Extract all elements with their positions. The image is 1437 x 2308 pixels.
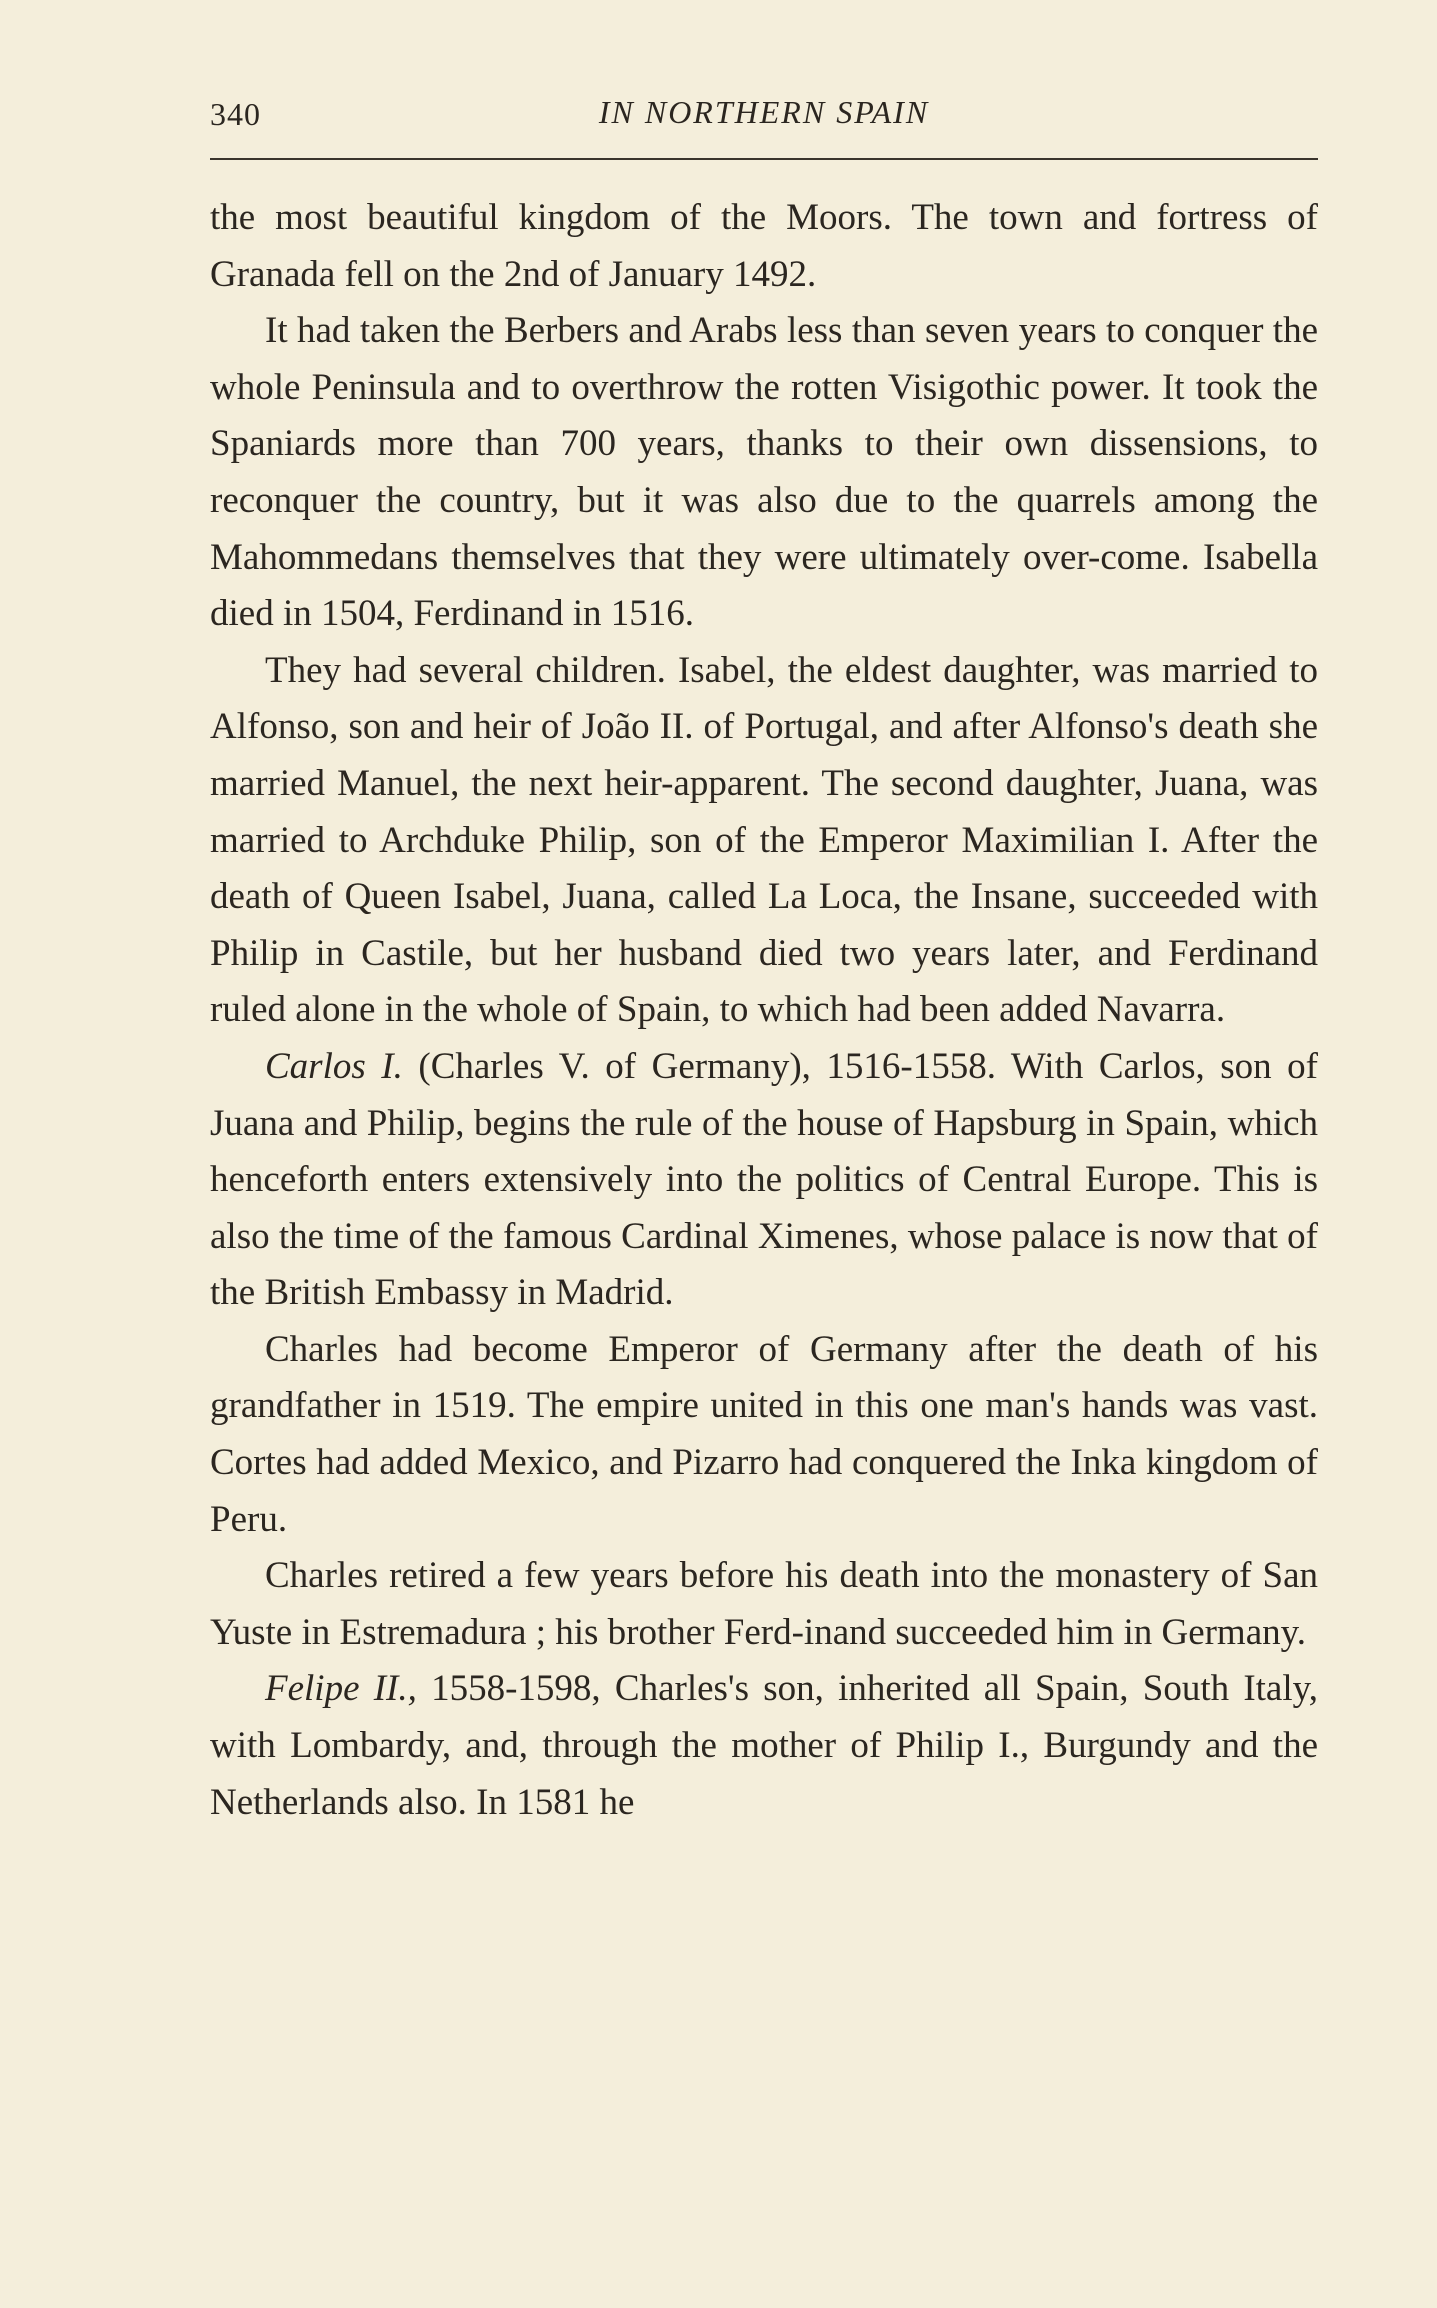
paragraph-text: Charles had become Emperor of Germany after the death of his grandfather in 1519. The empire united in this one man's hands was vast. Cortes had added Mexico, and Pizarro had conquered the Inka kingdom of Peru. bbox=[210, 1328, 1318, 1540]
running-head: IN NORTHERN SPAIN bbox=[598, 94, 930, 130]
header-rule bbox=[210, 158, 1318, 160]
paragraph-text: 1558-1598, Charles's son, inherited all Spain, South Italy, with Lombardy, and, through the mother of Philip I., Burgundy and the Netherlands also. In 1581 he bbox=[210, 1668, 1318, 1823]
paragraph-text: Charles retired a few years before his death into the monastery of San Yuste in Estremadura ; his brother Ferd-inand succeeded him in Germany. bbox=[210, 1555, 1318, 1653]
page-header bbox=[210, 88, 1318, 138]
paragraph bbox=[210, 1661, 1318, 1831]
paragraph-text: They had several children. Isabel, the eldest daughter, was married to Alfonso, son and heir of João II. of Portugal, and after Alfonso's death she married Manuel, the next heir-apparent. The second daughter, Juana, was married to Archduke Philip, son of the Emperor Maximilian I. After the death of Queen Isabel, Juana, called La Loca, the Insane, succeeded with Philip in Castile, but her husband died two years later, and Ferdinand ruled alone in the whole of Spain, to which had been added Navarra. bbox=[210, 649, 1318, 1031]
paragraph-lead: Carlos I. bbox=[265, 1045, 403, 1087]
paragraph-text: It had taken the Berbers and Arabs less than seven years to conquer the whole Peninsula and to overthrow the rotten Visigothic power. It took the Spaniards more than 700 years, thanks to their own dissensions, to reconquer the country, but it was also due to the quarrels among the Mahommedans themselves that they were ultimately over-come. Isabella died in 1504, Ferdinand in 1516. bbox=[210, 310, 1318, 635]
paragraph-text: the most beautiful kingdom of the Moors. The town and fortress of Granada fell on the 2nd of January 1492. bbox=[210, 197, 1318, 295]
paragraph bbox=[210, 1039, 1318, 1322]
paragraph bbox=[210, 1322, 1318, 1548]
paragraph bbox=[210, 303, 1318, 643]
paragraph bbox=[210, 1548, 1318, 1661]
paragraph-text: (Charles V. of Germany), 1516-1558. With Carlos, son of Juana and Philip, begins the rule of the house of Hapsburg in Spain, which henceforth enters extensively into the politics of Central Europe. This is also the time of the famous Cardinal Ximenes, whose palace is now that of the British Embassy in Madrid. bbox=[210, 1045, 1318, 1314]
paragraph bbox=[210, 643, 1318, 1039]
body-text bbox=[210, 190, 1318, 1831]
paragraph-lead: Felipe II., bbox=[265, 1668, 417, 1710]
page-number: 340 bbox=[210, 96, 261, 132]
paragraph bbox=[210, 190, 1318, 303]
